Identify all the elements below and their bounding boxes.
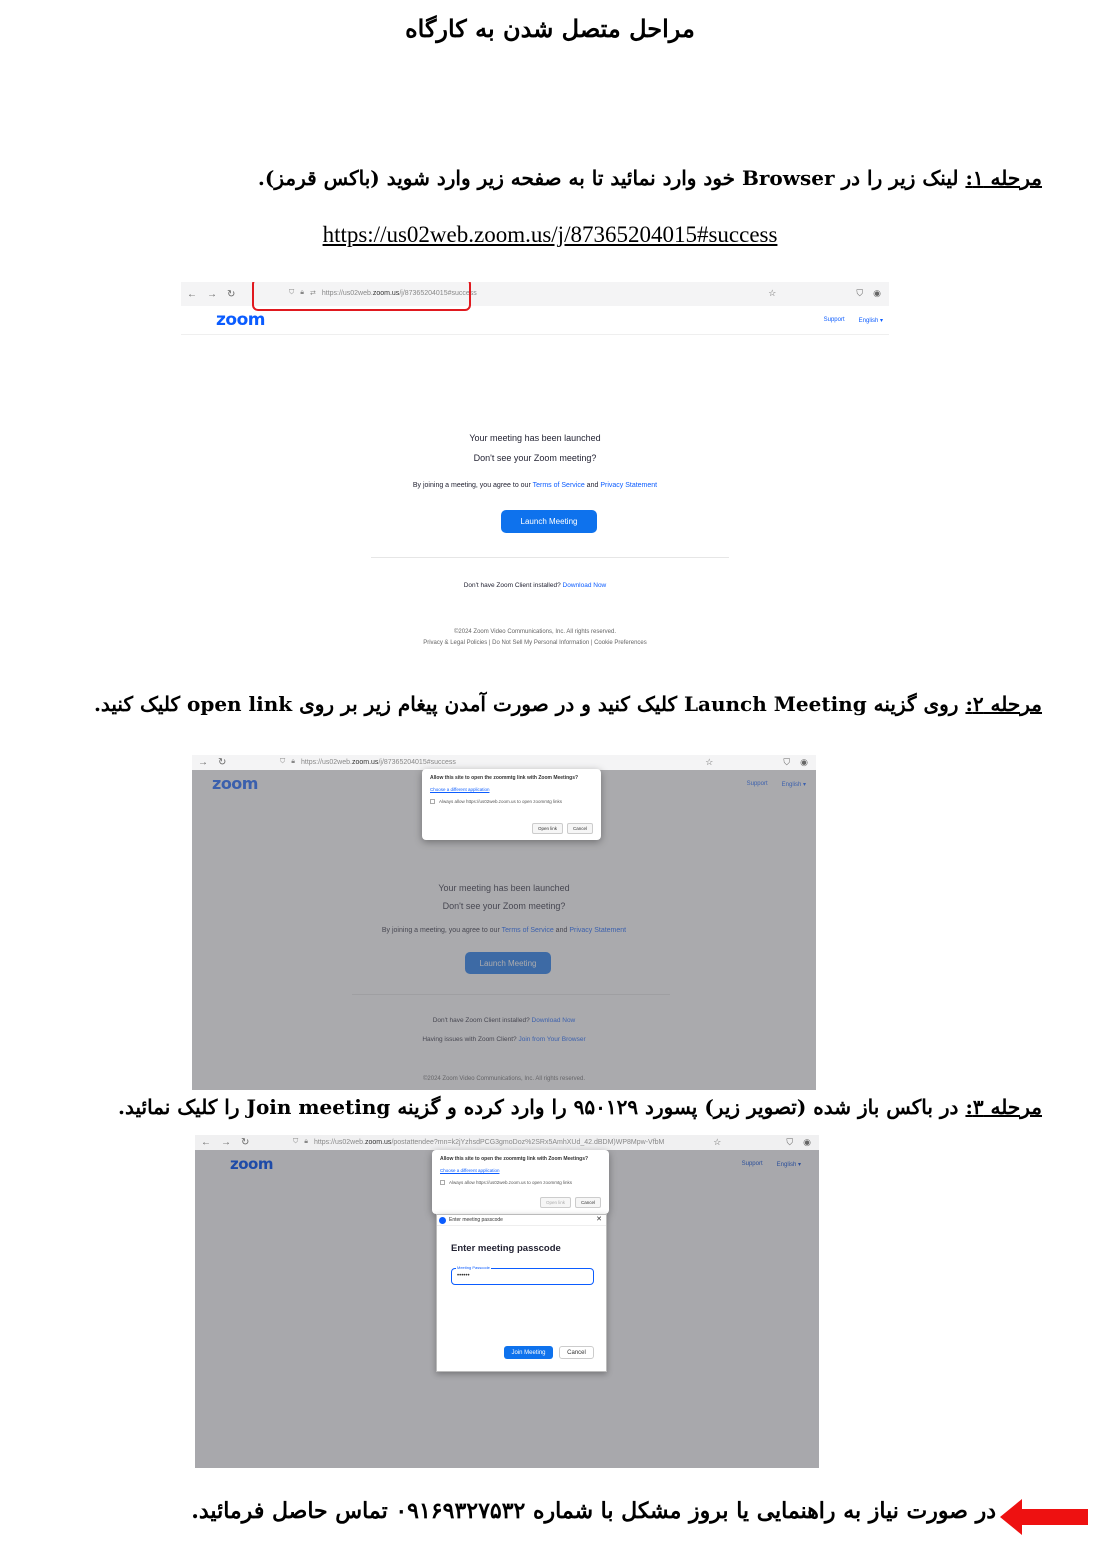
step-2-text-a: روی گزینه: [866, 692, 966, 716]
passcode-heading: Enter meeting passcode: [451, 1243, 561, 1254]
account-icon[interactable]: ◉: [803, 1137, 811, 1147]
lock-icon: 🔒︎: [304, 1138, 308, 1145]
step-1-browser-word: Browser: [741, 166, 835, 190]
meeting-link[interactable]: https://us02web.zoom.us/j/87365204015#success: [322, 222, 778, 247]
contact-note: در صورت نیاز به راهنمایی یا بروز مشکل با شماره ۰۹۱۶۹۳۲۷۵۳۲ تماس حاصل فرمائید.: [191, 1498, 996, 1524]
step-1-text-a: لینک زیر را در: [834, 166, 966, 190]
step-2-instruction: [94, 692, 1042, 716]
step-2-launch-word: Launch Meeting: [683, 692, 867, 716]
pocket-icon[interactable]: ⛉: [783, 757, 791, 767]
dialog-title: Allow this site to open the zoommtg link with Zoom Meetings?: [430, 775, 579, 781]
browser-toolbar: [195, 1135, 819, 1150]
screenshot-passcode-dialog: [195, 1135, 819, 1468]
launched-text: Your meeting has been launched: [469, 433, 601, 443]
bookmark-star-icon[interactable]: ☆: [705, 757, 714, 767]
pocket-icon[interactable]: ⛉: [856, 288, 864, 298]
close-icon[interactable]: ✕: [596, 1216, 602, 1223]
zoom-logo: zoom: [230, 1155, 273, 1173]
support-link[interactable]: Support: [741, 1161, 763, 1167]
shield-icon: ⛉: [293, 1138, 299, 1145]
privacy-link[interactable]: Privacy Statement: [600, 482, 658, 489]
choose-app-link[interactable]: Choose a different application: [440, 1168, 500, 1173]
address-bar[interactable]: ⛉ 🔒︎ https://us02web.zoom.us/postattendee?mn=k2jYzhsdPCG3gmoDoz%2SRx5AmhXUd_42.dBDM)WP8Mpw-VfbM: [293, 1138, 665, 1146]
step-2-open-link-word: open link: [187, 692, 293, 716]
step-2-text-c: کلیک کنید.: [93, 692, 187, 716]
forward-icon[interactable]: →: [221, 1137, 231, 1148]
policy-links[interactable]: Privacy & Legal Policies | Do Not Sell My Personal Information | Cookie Preferences: [423, 640, 647, 646]
screenshot-open-link-prompt: [192, 755, 816, 1090]
page-title: مراحل متصل شدن به کارگاه: [405, 14, 695, 43]
always-allow-checkbox[interactable]: Always allow https://us02web.zoom.us to open zoommtg links: [440, 1180, 601, 1185]
bookmark-star-icon[interactable]: ☆: [713, 1137, 722, 1147]
arrow-shape: [1000, 1499, 1088, 1535]
step-1-text-b: خود وارد نمائید تا به صفحه زیر وارد شوید (باکس قرمز).: [257, 166, 742, 190]
back-icon[interactable]: →: [198, 757, 208, 768]
account-icon[interactable]: ◉: [800, 757, 808, 767]
address-bar[interactable]: ⛉ 🔒︎ https://us02web.zoom.us/j/87365204015#success: [280, 758, 456, 766]
no-client-text: Don't have Zoom Client installed? Download Now: [463, 582, 607, 589]
reload-icon[interactable]: ↻: [227, 288, 236, 300]
passcode-window: [436, 1214, 607, 1372]
open-link-button[interactable]: Open link: [540, 1197, 571, 1208]
open-link-dialog: [422, 769, 601, 840]
language-select[interactable]: English ▾: [776, 1162, 801, 1168]
top-nav: [824, 317, 883, 324]
language-select[interactable]: English ▾: [858, 318, 883, 324]
open-link-button[interactable]: Open link: [532, 823, 563, 834]
back-icon[interactable]: ←: [187, 288, 197, 300]
reload-icon[interactable]: ↻: [218, 757, 227, 768]
agree-text: By joining a meeting, you agree to our Terms of Service and Privacy Statement: [412, 482, 658, 489]
always-allow-checkbox[interactable]: Always allow https://us02web.zoom.us to open zoommtg links: [430, 799, 593, 804]
terms-link[interactable]: Terms of Service: [532, 482, 585, 489]
pocket-icon[interactable]: ⛉: [786, 1137, 794, 1147]
step-2-text-b: کلیک کنید و در صورت آمدن پیغام زیر بر روی: [292, 692, 684, 716]
zoom-logo: zoom: [216, 310, 265, 330]
join-meeting-button[interactable]: Join Meeting: [504, 1346, 553, 1359]
reload-icon[interactable]: ↻: [241, 1137, 250, 1148]
tune-icon: ⇄: [309, 290, 316, 297]
step-3-join-word: Join meeting: [246, 1095, 391, 1119]
open-link-dialog: [432, 1150, 609, 1214]
dont-see-text: Don't see your Zoom meeting?: [473, 453, 597, 463]
dialog-cancel-button[interactable]: Cancel: [575, 1197, 601, 1208]
step-3-text-a: در باکس باز شده (تصویر زیر) پسورد ۹۵۰۱۲۹ را وارد کرده و گزینه: [390, 1095, 966, 1119]
dialog-cancel-button[interactable]: Cancel: [567, 823, 593, 834]
account-icon[interactable]: ◉: [873, 288, 881, 298]
dialog-title: Allow this site to open the zoommtg link with Zoom Meetings?: [440, 1156, 589, 1162]
step-3-text-b: را کلیک نمائید.: [118, 1095, 247, 1119]
browser-toolbar: [192, 755, 816, 770]
step-1-label: مرحله ۱:: [965, 166, 1042, 190]
download-now-link[interactable]: Download Now: [562, 582, 607, 589]
bookmark-star-icon[interactable]: ☆: [768, 288, 777, 298]
forward-icon[interactable]: →: [207, 288, 217, 300]
address-bar[interactable]: ⛉ 🔒︎ ⇄ https://us02web.zoom.us/j/87365204015#success: [289, 289, 477, 297]
support-link[interactable]: Support: [823, 317, 845, 323]
shield-icon: ⛉: [289, 289, 295, 296]
copyright-text: ©2024 Zoom Video Communications, Inc. All rights reserved.: [453, 629, 617, 635]
address-highlight-box: [252, 282, 471, 311]
step-2-label: مرحله ۲:: [965, 692, 1042, 716]
lock-icon: 🔒︎: [300, 289, 304, 296]
shield-icon: ⛉: [280, 758, 286, 765]
left-arrow-icon: [1000, 1497, 1090, 1537]
step-3-label: مرحله ۳:: [965, 1095, 1042, 1119]
top-nav: [742, 1161, 801, 1168]
lock-icon: 🔒︎: [291, 758, 295, 765]
passcode-input[interactable]: Meeting Passcode ••••••: [451, 1268, 594, 1285]
zoom-app-icon: [439, 1217, 446, 1224]
screenshot-launch-page: [181, 282, 889, 654]
launch-meeting-button[interactable]: Launch Meeting: [501, 510, 597, 533]
choose-app-link[interactable]: Choose a different application: [430, 787, 490, 792]
step-3-instruction: [118, 1095, 1042, 1119]
passcode-window-title: Enter meeting passcode: [449, 1217, 503, 1223]
back-icon[interactable]: ←: [201, 1137, 211, 1148]
passcode-cancel-button[interactable]: Cancel: [559, 1346, 594, 1359]
step-1-instruction: [258, 166, 1042, 190]
